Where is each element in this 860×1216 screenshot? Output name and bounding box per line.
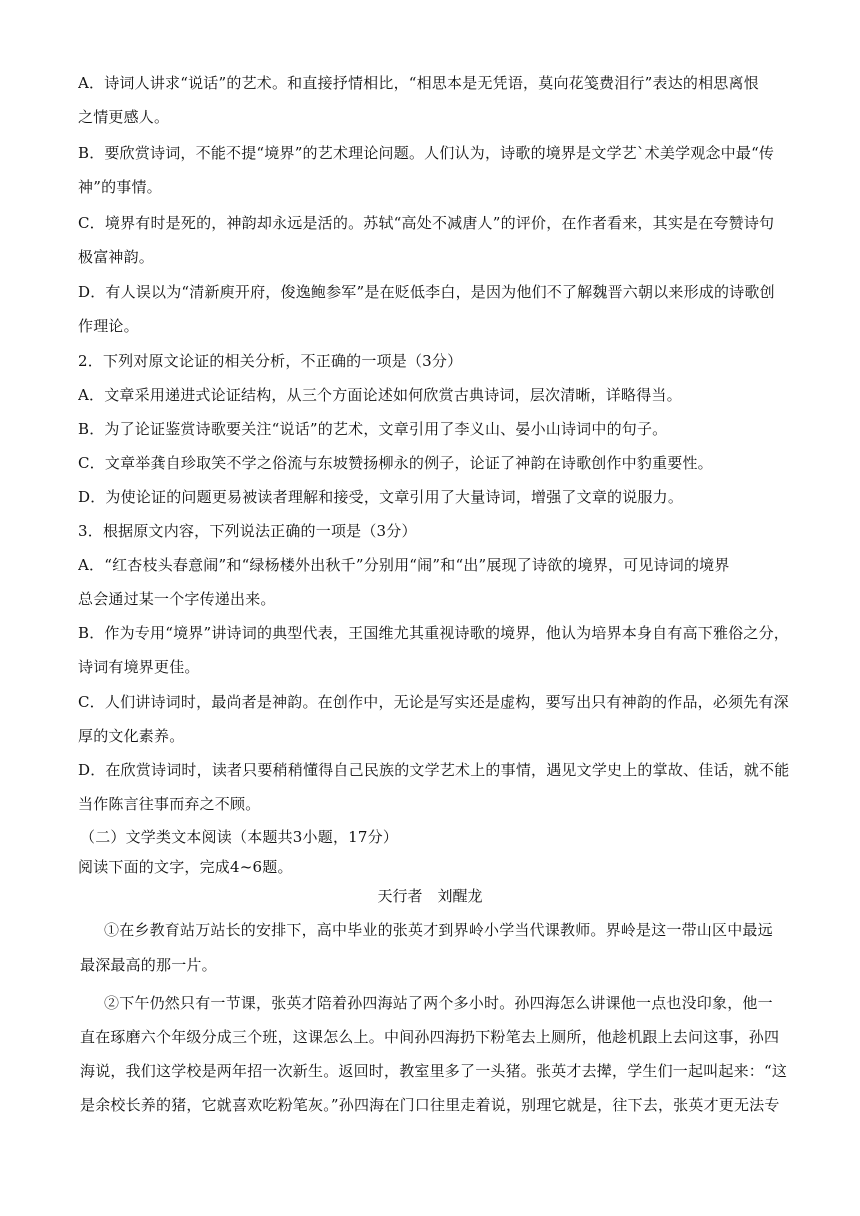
q3-option-d-line1: D．在欣赏诗词时，读者只要稍稍懂得自己民族的文学艺术上的事情，遇见文学史上的掌故、佳话，就不能 (78, 761, 790, 779)
q1-option-a-line1: A．诗词人讲求“说话”的艺术。和直接抒情相比，“相思本是无凭语，莫向花笺费泪行”表达的相思离恨 (78, 74, 759, 92)
story-paragraph-2-line4: 是余校长养的猪，它就喜欢吃粉笔灰。”孙四海在门口往里走着说，别理它就是，往下去，张英才更无法专 (80, 1096, 780, 1114)
story-paragraph-1-line1: ①在乡教育站万站长的安排下，高中毕业的张英才到界岭小学当代课教师。界岭是这一带山区中最远 (104, 921, 773, 939)
q3-option-b-line1: B．作为专用“境界”讲诗词的典型代表，王国维尤其重视诗歌的境界，他认为培界本身自有高下雅俗之分， (78, 624, 789, 642)
q2-option-b: B．为了论证鉴赏诗歌要关注“说话”的艺术，文章引用了李义山、晏小山诗词中的句子。 (78, 420, 668, 438)
q3-option-c-line1: C．人们讲诗词时，最尚者是神韵。在创作中，无论是写实还是虚构，要写出只有神韵的作品，必须先有深 (78, 693, 789, 711)
q2-stem: 2．下列对原文论证的相关分析，不正确的一项是（3分） (78, 352, 463, 370)
q3-option-a-line1: A．“红杏枝头春意闹”和“绿杨楼外出秋千”分别用“闹”和“出”展现了诗欲的境界，可见诗词的境界 (78, 556, 730, 574)
story-paragraph-2-line1: ②下午仍然只有一节课，张英才陪着孙四海站了两个多小时。孙四海怎么讲课他一点也没印象，他一 (104, 994, 773, 1012)
q1-option-d-line1: D．有人误以为“清新庾开府，俊逸鲍参军”是在贬低李白，是因为他们不了解魏晋六朝以来形成的诗歌创 (78, 283, 775, 301)
story-title: 天行者 刘醒龙 (377, 887, 483, 905)
q3-option-d-line2: 当作陈言往事而弃之不顾。 (78, 795, 261, 813)
q1-option-b-line2: 神”的事情。 (78, 178, 162, 196)
q1-option-a-line2: 之情更感人。 (78, 108, 170, 126)
q2-option-a: A．文章采用递进式论证结构，从三个方面论述如何欣赏古典诗词，层次清晰，详略得当。 (78, 386, 682, 404)
q3-option-a-line2: 总会通过某一个字传递出来。 (78, 590, 276, 608)
q1-option-b-line1: B．要欣赏诗词，不能不提“境界”的艺术理论问题。人们认为，诗歌的境界是文学艺`术美学观念中最“传 (78, 144, 775, 162)
q1-option-c-line2: 极富神韵。 (78, 248, 155, 266)
q3-stem: 3．根据原文内容，下列说法正确的一项是（3分） (78, 522, 417, 540)
q2-option-d: D．为使论证的问题更易被读者理解和接受，文章引用了大量诗词，增强了文章的说服力。 (78, 488, 684, 506)
story-paragraph-2-line2: 直在琢磨六个年级分成三个班，这课怎么上。中间孙四海扔下粉笔去上厕所，他趁机跟上去问这事，孙四 (80, 1028, 780, 1046)
q3-option-b-line2: 诗词有境界更佳。 (78, 658, 200, 676)
q1-option-c-line1: C．境界有时是死的，神韵却永远是活的。苏轼“高处不减唐人”的评价，在作者看来，其实是在夸赞诗句 (78, 214, 775, 232)
story-paragraph-2-line3: 海说，我们这学校是两年招一次新生。返回时，教室里多了一头猪。张英才去撵，学生们一起叫起来：“这 (80, 1062, 788, 1080)
story-paragraph-1-line2: 最深最高的那一片。 (80, 956, 217, 974)
q1-option-d-line2: 作理论。 (78, 317, 139, 335)
section-heading: （二）文学类文本阅读（本题共3小题，17分） (80, 828, 399, 846)
reading-instruction: 阅读下面的文字，完成4~6题。 (78, 858, 293, 876)
q2-option-c: C．文章举龚自珍取笑不学之俗流与东坡赞扬柳永的例子，论证了神韵在诗歌创作中豹重要性。 (78, 454, 713, 472)
q3-option-c-line2: 厚的文化素养。 (78, 727, 185, 745)
